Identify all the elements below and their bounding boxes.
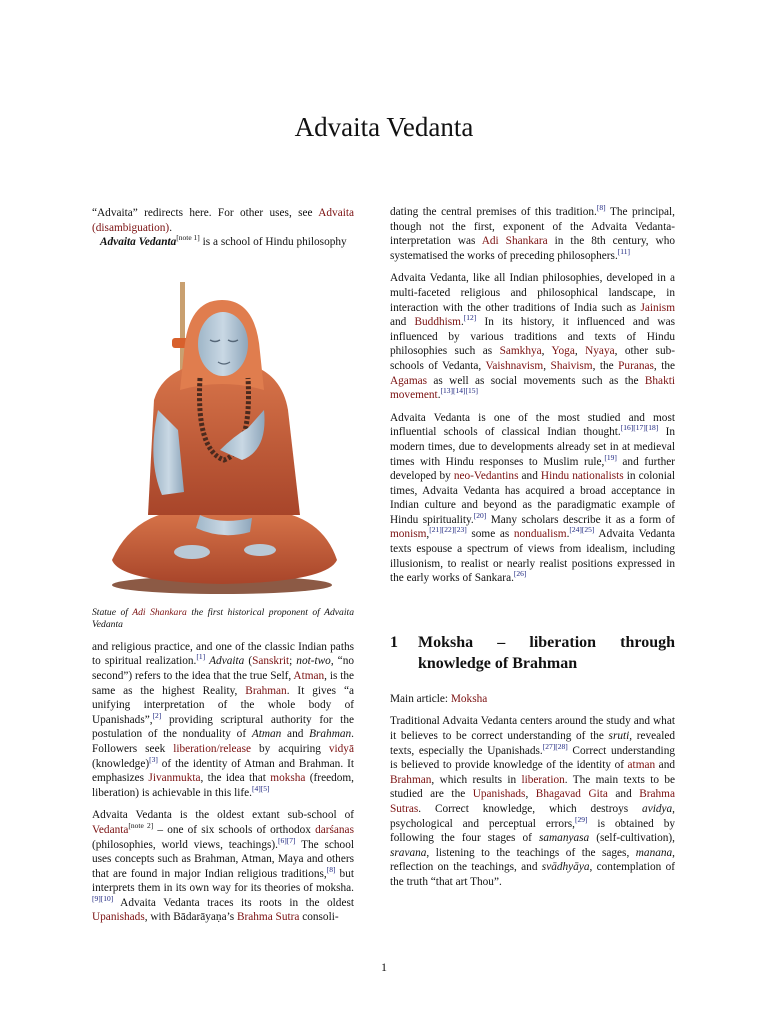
atman-link[interactable]: Atman: [293, 669, 325, 682]
neo-vedantins-link[interactable]: neo-Vedantins: [453, 470, 519, 483]
citation-ref[interactable]: [27][28]: [542, 741, 568, 751]
citation-ref[interactable]: [21][22][23]: [429, 525, 467, 535]
citation-ref[interactable]: [1]: [196, 652, 206, 662]
shaivism-link[interactable]: Shaivism: [550, 359, 593, 372]
page-number: 1: [381, 960, 387, 974]
left-column: [92, 206, 354, 933]
intro-paragraph: Advaita Vedanta[note 1] is a school of Hindu philosophy: [100, 233, 347, 249]
right-paragraph-1: dating the central premises of this tradition.[8] The principal, though not the first, exponent of the Advaita Vedanta-interpretation was Adi Shankara in the 8th century, who systematised the works of preceding philosophers.[11]: [390, 203, 675, 262]
citation-ref[interactable]: [4][5]: [252, 783, 270, 793]
left-paragraph-1: and religious practice, and one of the classic Indian paths to spiritual realization.[1] Advaita (Sanskrit; not-two, “no second”) refers to the idea that the true Self, Atman, is the same as the highest Reality, Brahman. It gives “a unifying interpretation of the whole body of Upanishads”,[2] providing scriptural authority for the postulation of the nonduality of Atman and Brahman. Followers seek liberation/release by acquiring vidyā (knowledge)[3] of the identity of Atman and Brahman. It emphasizes Jivanmukta, the idea that moksha (freedom, liberation) is achievable in this life.[4][5]: [92, 640, 355, 799]
bhakti-movement-link[interactable]: Bhakti movement: [390, 374, 675, 402]
liberation-release-link[interactable]: liberation/release: [173, 742, 251, 755]
bhagavad-gita-link[interactable]: Bhagavad Gita: [535, 788, 608, 801]
darsanas-link[interactable]: darśanas: [315, 823, 354, 836]
brahma-sutra-link[interactable]: Brahma Sutra: [236, 911, 300, 924]
citation-ref[interactable]: [19]: [604, 452, 617, 462]
citation-ref[interactable]: [6][7]: [277, 835, 296, 845]
citation-ref[interactable]: [26]: [513, 569, 527, 579]
right-paragraph-4: Traditional Advaita Vedanta centers around the study and what it believes to be correct understanding of the sruti, revealed texts, especially the Upanishads.[27][28] Correct understanding is believed to provide knowledge of the identity of atman and Brahman, which results in liberation. The main texts to be studied are the Upanishads, Bhagavad Gita and Brahma Sutras. Correct knowledge, which destroys avidya, psychological and perceptual errors,[29] is obtained by following the four stages of samanyasa (self-cultivation), sravana, listening to the teachings of the sages, manana, reflection on the teachings, and svādhyāya, contemplation of the truth “that art Thou”.: [390, 715, 676, 888]
hindu-nationalists-link[interactable]: Hindu nationalists: [540, 470, 624, 483]
nondualism-link[interactable]: nondualism: [513, 528, 567, 541]
adi-shankara-link[interactable]: Adi Shankara: [132, 606, 187, 618]
atman-link[interactable]: atman: [627, 759, 656, 772]
figure-caption: Statue of Adi Shankara the first historical proponent of Advaita Vedanta: [92, 606, 354, 631]
brahman-link[interactable]: Brahman: [245, 684, 287, 697]
moksha-main-article-link[interactable]: Moksha: [450, 692, 488, 705]
citation-ref[interactable]: [20]: [473, 511, 487, 521]
yoga-link[interactable]: Yoga: [551, 345, 575, 358]
left-paragraph-2: Advaita Vedanta is the oldest extant sub-school of Vedanta[note 2] – one of six schools of orthodox darśanas (philosophies, world views, teachings).[6][7] The school uses concepts such as Brahman, Atman, Maya and others that are found in major Indian religious traditions,[8] but interprets them in its own way for its theories of moksha.[9][10] Advaita Vedanta traces its roots in the oldest Upanishads, with Bādarāyaṇa’s Brahma Sutra consoli-: [92, 809, 354, 924]
right-column: [390, 205, 675, 898]
citation-ref[interactable]: [8]: [596, 203, 606, 213]
moksha-link[interactable]: moksha: [270, 772, 306, 785]
sanskrit-link[interactable]: Sanskrit: [252, 655, 290, 668]
citation-ref[interactable]: [9][10]: [92, 894, 114, 904]
adi-shankara-statue-illustration: [92, 260, 354, 595]
citation-ref[interactable]: [11]: [617, 247, 630, 257]
citation-ref[interactable]: [24][25]: [569, 525, 595, 535]
brahma-sutras-link[interactable]: Brahma Sutras: [390, 788, 675, 815]
citation-ref[interactable]: [13][14][15]: [440, 386, 479, 396]
section-number: 1: [390, 633, 398, 651]
citation-ref[interactable]: [8]: [326, 864, 336, 874]
agamas-link[interactable]: Agamas: [390, 374, 428, 387]
section-heading: [390, 632, 675, 674]
citation-ref[interactable]: [3]: [149, 754, 158, 764]
vaishnavism-link[interactable]: Vaishnavism: [485, 359, 544, 372]
citation-ref[interactable]: [2]: [152, 710, 162, 720]
samkhya-link[interactable]: Samkhya: [499, 345, 542, 358]
citation-ref[interactable]: [16][17][18]: [620, 423, 659, 433]
advaita-disambiguation-link[interactable]: Advaita (disambiguation): [92, 207, 354, 234]
right-paragraph-3: Advaita Vedanta is one of the most studied and most influential schools of classical Indian thought.[16][17][18] In modern times, due to developments already set in at medieval times with Hindu responses to Muslim rule,[19] and further developed by neo-Vedantins and Hindu nationalists in colonial times, Advaita Vedanta has acquired a broad acceptance in Indian culture and beyond as the paradigmatic example of Hindu spirituality.[20] Many scholars describe it as a form of monism,[21][22][23] some as nondualism.[24][25] Advaita Vedanta texts espouse a spectrum of views from idealism, including illusionism, to realist or nearly realist positions expressed in the early works of Sankara.[26]: [390, 411, 676, 585]
hatnote: “Advaita” redirects here. For other uses, see Advaita (disambiguation).: [92, 207, 354, 234]
main-article-note: Main article: Moksha: [390, 692, 488, 705]
jainism-link[interactable]: Jainism: [640, 301, 675, 314]
buddhism-link[interactable]: Buddhism: [414, 316, 461, 329]
note-ref[interactable]: [note 1]: [176, 233, 200, 243]
citation-ref[interactable]: [12]: [463, 313, 477, 323]
brahman-link[interactable]: Brahman: [390, 773, 432, 786]
note-ref[interactable]: [note 2]: [128, 821, 154, 831]
upanishads-link[interactable]: Upanishads: [472, 788, 526, 801]
page-title: Advaita Vedanta: [294, 112, 474, 142]
citation-ref[interactable]: [29]: [575, 814, 588, 824]
statue-image: [92, 260, 354, 595]
adi-shankara-link[interactable]: Adi Shankara: [481, 235, 548, 248]
puranas-link[interactable]: Puranas: [618, 359, 654, 372]
monism-link[interactable]: monism: [390, 528, 427, 541]
vedanta-link[interactable]: Vedanta: [92, 823, 129, 836]
section-title: Moksha – liberation through knowledge of Brahman: [418, 633, 675, 672]
liberation-link[interactable]: liberation: [521, 773, 565, 786]
upanishads-link[interactable]: Upanishads: [92, 911, 145, 924]
vidya-link[interactable]: vidyā: [328, 742, 354, 755]
jivanmukta-link[interactable]: Jivanmukta: [148, 772, 201, 785]
nyaya-link[interactable]: Nyaya: [585, 345, 615, 358]
right-paragraph-2: Advaita Vedanta, like all Indian philosophies, developed in a multi-faceted religious and philosophical landscape, in interaction with the other traditions of India such as Jainism and Buddhism.[12] In its history, it influenced and was influenced by various traditions and texts of Hindu philosophies such as Samkhya, Yoga, Nyaya, other sub-schools of Vedanta, Vaishnavism, Shaivism, the Puranas, the Agamas as well as social movements such as the Bhakti movement.[13][14][15]: [390, 272, 676, 402]
